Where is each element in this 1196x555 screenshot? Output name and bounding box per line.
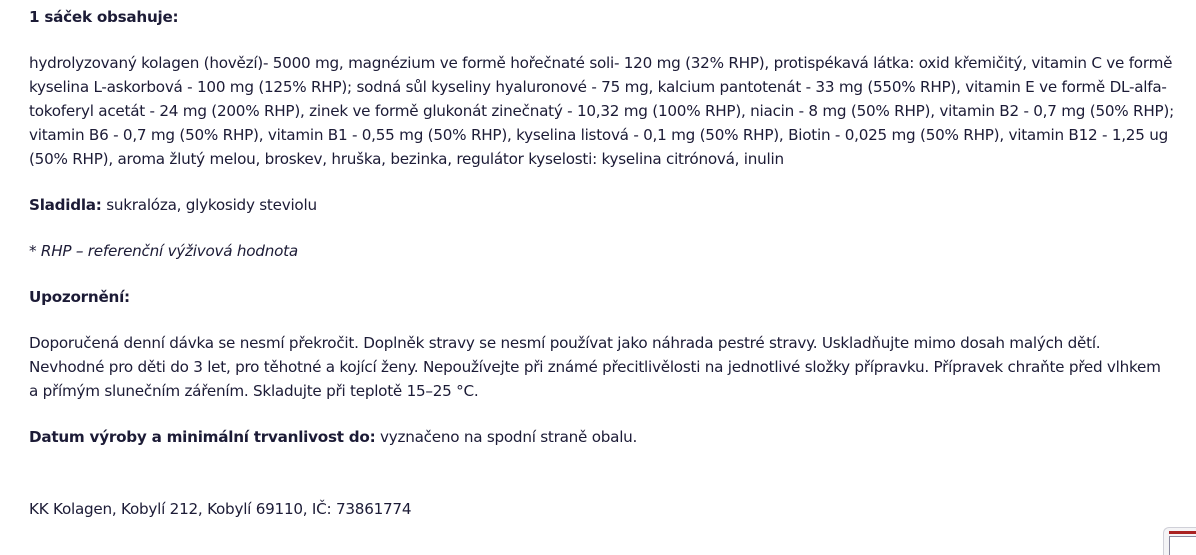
ingredients-text: hydrolyzovaný kolagen (hovězí)- 5000 mg, magnézium ve formě hořečnaté soli- 120 mg (32% RHP), protispékavá látka: oxid křemičitý, vitamin C ve formě kyselina L-askorbová - 100 mg (125% RHP); sodná sůl kyseliny hyaluronové - 75 mg, kalcium pantotenát - 33 mg (550% RHP), vitamin E ve formě DL-alfa-tokoferyl acetát - 24 mg (200% RHP), zinek ve formě glukonát zinečnatý - 10,32 mg (100% RHP), niacin - 8 mg (50% RHP), vitamin B2 - 0,7 mg (50% RHP); vitamin B6 - 0,7 mg (50% RHP), vitamin B1 - 0,55 mg (50% RHP), kyselina listová - 0,1 mg (50% RHP), Biotin - 0,025 mg (50% RHP), vitamin B12 - 1,25 ug (50% RHP), aroma žlutý melou, broskev, hruška, bezinka, regulátor kyselosti: kyselina citrónová, inulin	[29, 54, 1174, 168]
thumbnail-header-bar	[1169, 531, 1196, 534]
contents-heading-text: 1 sáček obsahuje:	[29, 8, 179, 26]
sweeteners-value: sukralóza, glykosidy steviolu	[101, 196, 317, 214]
sweeteners-label: Sladidla:	[29, 196, 102, 214]
warning-heading	[29, 285, 1174, 309]
product-description	[29, 5, 1174, 543]
company-info: KK Kolagen, Kobylí 212, Kobylí 69110, IČ: 73861774	[29, 500, 412, 518]
expiry-line	[29, 425, 1174, 449]
rhp-note: * RHP – referenční výživová hodnota	[29, 242, 298, 260]
expiry-value: vyznačeno na spodní straně obalu.	[375, 428, 638, 446]
corner-thumbnail-widget[interactable]	[1163, 527, 1196, 555]
expiry-label: Datum výroby a minimální trvanlivost do:	[29, 428, 376, 446]
sweeteners-line	[29, 193, 1174, 217]
warning-heading-text: Upozornění:	[29, 288, 130, 306]
contents-heading	[29, 5, 1174, 29]
warning-text: Doporučená denní dávka se nesmí překročit. Doplněk stravy se nesmí používat jako náhrada pestré stravy. Uskladňujte mimo dosah malých dětí. Nevhodné pro děti do 3 let, pro těhotné a kojící ženy. Nepoužívejte při známé přecitlivělosti na jednotlivé složky přípravku. Přípravek chraňte před vlhkem a přímým slunečním zářením. Skladujte při teplotě 15–25 °C.	[29, 334, 1161, 400]
thumbnail-frame	[1169, 536, 1196, 555]
